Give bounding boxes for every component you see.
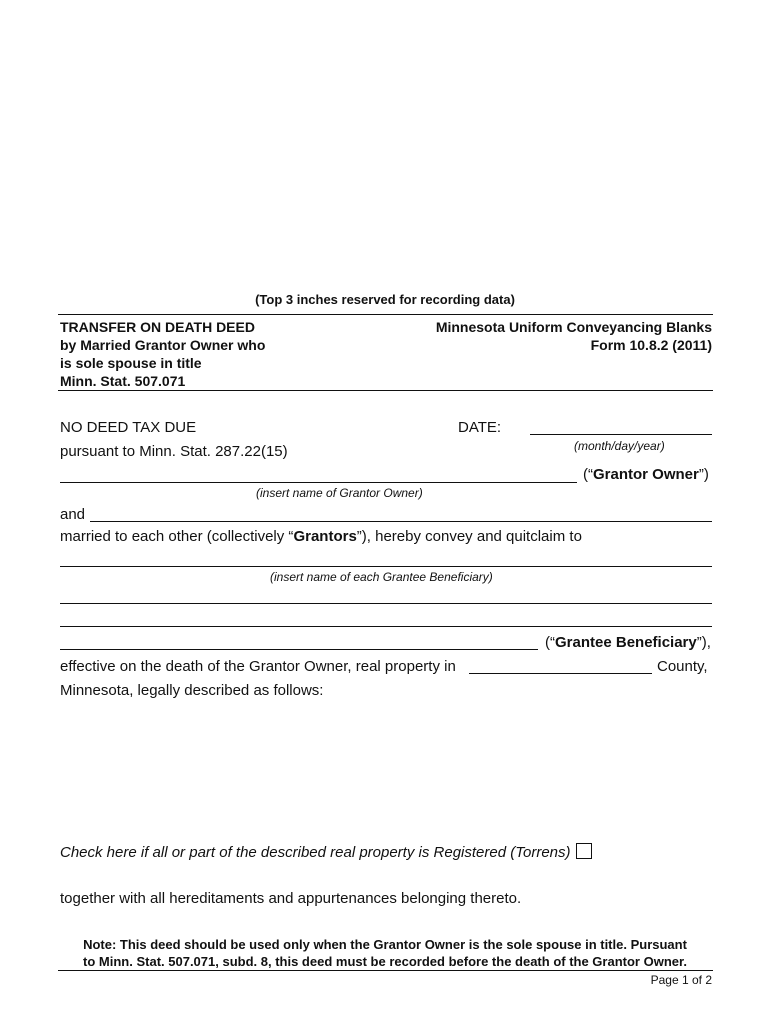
form-subtitle-2: is sole spouse in title (60, 355, 202, 371)
form-subtitle-1: by Married Grantor Owner who (60, 337, 266, 353)
married-statement (60, 528, 582, 545)
statute-reference: Minn. Stat. 507.071 (60, 373, 186, 389)
grantor-owner-name-field[interactable] (60, 482, 577, 483)
torrens-checkbox[interactable] (576, 843, 592, 859)
grantee-name-field-4[interactable] (60, 649, 538, 650)
grantee-beneficiary-term (545, 634, 711, 651)
effective-text: effective on the death of the Grantor Owner, real property in (60, 658, 456, 675)
and-label: and (60, 506, 86, 523)
tax-statute-label: pursuant to Minn. Stat. 287.22(15) (60, 443, 288, 460)
page-number: Page 1 of 2 (650, 973, 712, 987)
form-number: Form 10.8.2 (2011) (590, 337, 712, 353)
note-line-2: to Minn. Stat. 507.071, subd. 8, this deed must be recorded before the death of the Grantor Owner. (83, 954, 687, 969)
married-text-before: married to each other (collectively “ (60, 528, 294, 545)
form-title: TRANSFER ON DEATH DEED (60, 319, 255, 335)
grantee-name-field-1[interactable] (60, 566, 712, 567)
grantor-owner-hint: (insert name of Grantor Owner) (256, 486, 423, 500)
footer-rule (58, 970, 713, 971)
torrens-label: Check here if all or part of the described real property is Registered (Torrens) (60, 844, 571, 861)
grantor-owner-close-quote: ”) (698, 466, 709, 483)
married-text-after: ”), hereby convey and quitclaim to (356, 528, 582, 545)
hereditaments-statement: together with all hereditaments and appurtenances belonging thereto. (60, 890, 522, 907)
note-line-1: Note: This deed should be used only when the Grantor Owner is the sole spouse in title. Pursuant (83, 937, 687, 952)
grantee-open-quote: (“ (545, 634, 555, 651)
grantee-name-field-3[interactable] (60, 626, 712, 627)
recording-note: (Top 3 inches reserved for recording data) (255, 292, 515, 307)
grantor-owner-term-bold: Grantor Owner (593, 466, 699, 483)
grantee-term-bold: Grantee Beneficiary (555, 634, 697, 651)
grantee-name-field-2[interactable] (60, 603, 712, 604)
grantor-owner-open-quote: (“ (583, 466, 593, 483)
grantee-hint: (insert name of each Grantee Beneficiary) (270, 570, 493, 584)
grantors-term: Grantors (293, 528, 357, 545)
date-field[interactable] (530, 434, 712, 435)
county-field[interactable] (469, 673, 652, 674)
header-bottom-rule (58, 390, 713, 391)
no-deed-tax-label: NO DEED TAX DUE (60, 419, 197, 436)
form-series: Minnesota Uniform Conveyancing Blanks (435, 319, 712, 335)
grantee-close-quote: ”), (696, 634, 711, 651)
date-hint: (month/day/year) (574, 439, 665, 453)
legal-description-label: Minnesota, legally described as follows: (60, 682, 324, 699)
header-top-rule (58, 314, 713, 315)
date-label: DATE: (458, 419, 502, 436)
county-label: County, (657, 658, 708, 675)
grantor-owner-term (583, 466, 709, 483)
spouse-name-field[interactable] (90, 521, 712, 522)
